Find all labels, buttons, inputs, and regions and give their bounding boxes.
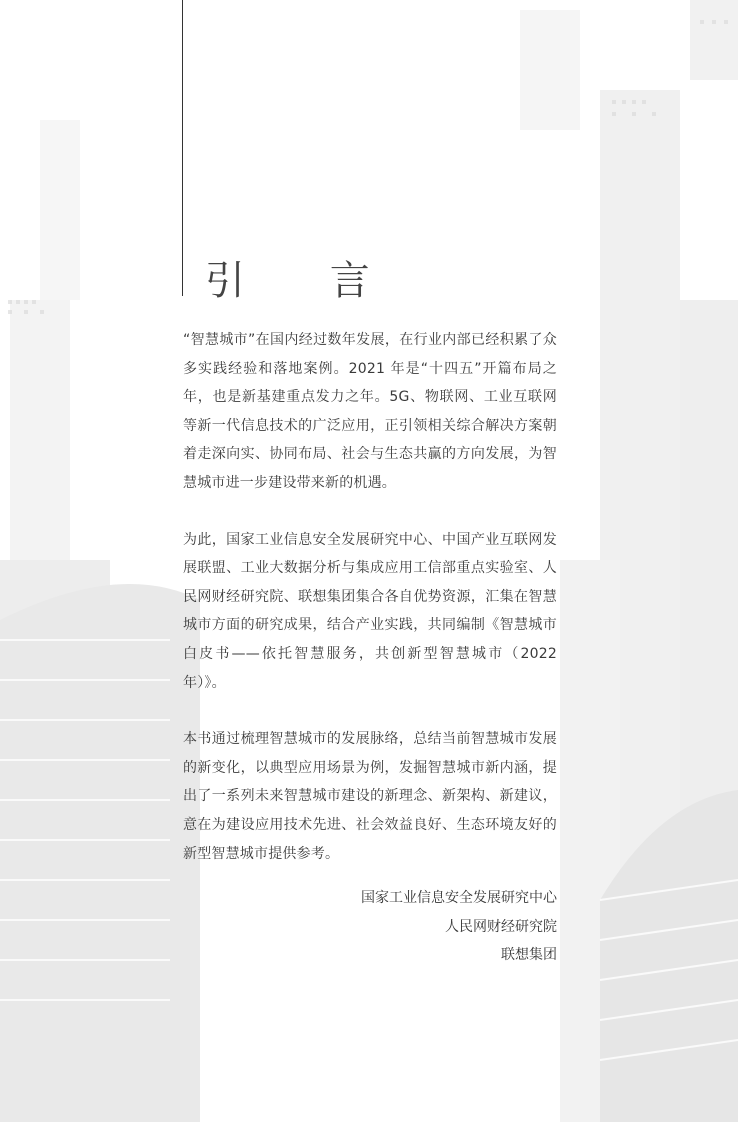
signature-block [361, 884, 557, 970]
signature-org-3: 联想集团 [501, 947, 557, 964]
page-title: 引 言 [205, 258, 406, 304]
intro-paragraph-1: “智慧城市”在国内经过数年发展，在行业内部已经积累了众多实践经验和落地案例。2021 年是“十四五”开篇布局之年，也是新基建重点发力之年。5G、物联网、工业互联网等新一代信息技术的广泛应用，正引领相关综合解决方案朝着走深向实、协同布局、社会与生态共赢的方向发展，为智慧城市进一步建设带来新的机遇。 [183, 332, 557, 491]
signature-org-2: 人民网财经研究院 [445, 918, 557, 935]
intro-paragraph-3: 本书通过梳理智慧城市的发展脉络，总结当前智慧城市发展的新变化，以典型应用场景为例，发掘智慧城市新内涵，提出了一系列未来智慧城市建设的新理念、新架构、新建议，意在为建设应用技术先进、社会效益良好、生态环境友好的新型智慧城市提供参考。 [183, 731, 557, 862]
signature-org-1: 国家工业信息安全发展研究中心 [361, 890, 557, 906]
intro-body [183, 326, 557, 896]
intro-paragraph-2: 为此，国家工业信息安全发展研究中心、中国产业互联网发展联盟、工业大数据分析与集成应用工信部重点实验室、人民网财经研究院、联想集团集合各自优势资源，汇集在智慧城市方面的研究成果，结合产业实践，共同编制《智慧城市白皮书——依托智慧服务，共创新型智慧城市（2022年）》。 [183, 531, 557, 691]
decorative-vertical-line [182, 0, 183, 296]
